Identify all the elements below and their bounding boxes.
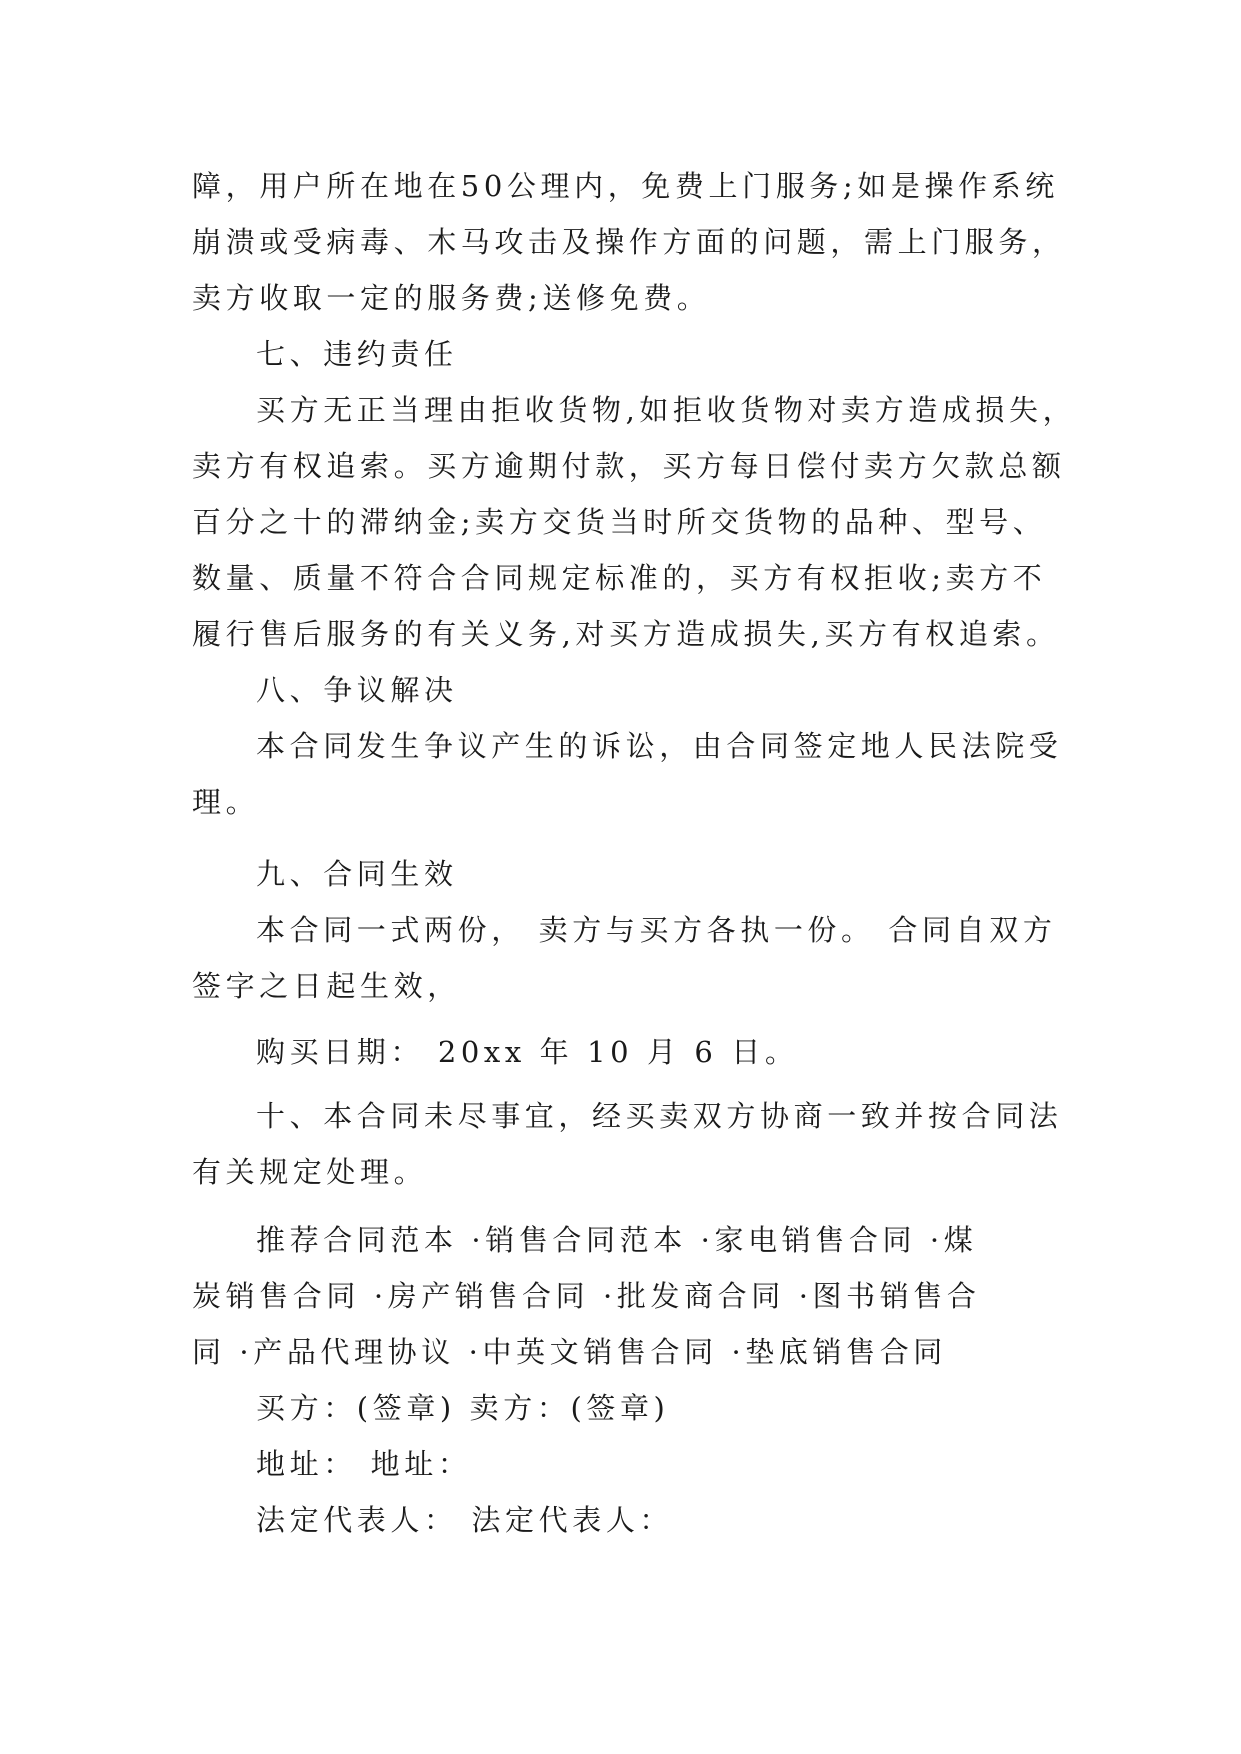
paragraph-line: 履行售后服务的有关义务,对买方造成损失,买方有权追索。 [192,617,1060,651]
paragraph-line: 理。 [192,785,260,819]
paragraph-line: 卖方收取一定的服务费;送修免费。 [192,281,711,315]
paragraph-line: 本合同一式两份， 卖方与买方各执一份。 合同自双方 [256,913,1057,947]
purchase-date: 购买日期： 20xx 年 10 月 6 日。 [256,1035,799,1069]
paragraph-line: 数量、质量不符合合同规定标准的，买方有权拒收;卖方不 [192,561,1047,595]
paragraph-line: 买方无正当理由拒收货物,如拒收货物对卖方造成损失， [256,393,1077,427]
paragraph-line: 障，用户所在地在50公理内，免费上门服务;如是操作系统 [192,169,1059,203]
representative-line: 法定代表人： 法定代表人： [256,1503,674,1537]
signature-line: 买方：(签章) 卖方：(签章) [256,1391,670,1425]
address-line: 地址： 地址： [256,1447,472,1481]
paragraph-line: 卖方有权追索。买方逾期付款，买方每日偿付卖方欠款总额 [192,449,1066,483]
paragraph-line: 签字之日起生效， [192,969,461,1003]
paragraph-line: 本合同发生争议产生的诉讼，由合同签定地人民法院受 [256,729,1063,763]
section-heading: 九、合同生效 [256,857,458,891]
paragraph-line: 有关规定处理。 [192,1155,428,1189]
recommended-links-line: 同 ·产品代理协议 ·中英文销售合同 ·垫底销售合同 [192,1335,947,1369]
paragraph-line: 崩溃或受病毒、木马攻击及操作方面的问题，需上门服务， [192,225,1066,259]
section-heading: 八、争议解决 [256,673,458,707]
recommended-links-line: 推荐合同范本 ·销售合同范本 ·家电销售合同 ·煤 [256,1223,978,1257]
paragraph-line: 百分之十的滞纳金;卖方交货当时所交货物的品种、型号、 [192,505,1047,539]
paragraph-line: 十、本合同未尽事宜，经买卖双方协商一致并按合同法 [256,1099,1063,1133]
section-heading: 七、违约责任 [256,337,458,371]
recommended-links-line: 炭销售合同 ·房产销售合同 ·批发商合同 ·图书销售合 [192,1279,981,1313]
